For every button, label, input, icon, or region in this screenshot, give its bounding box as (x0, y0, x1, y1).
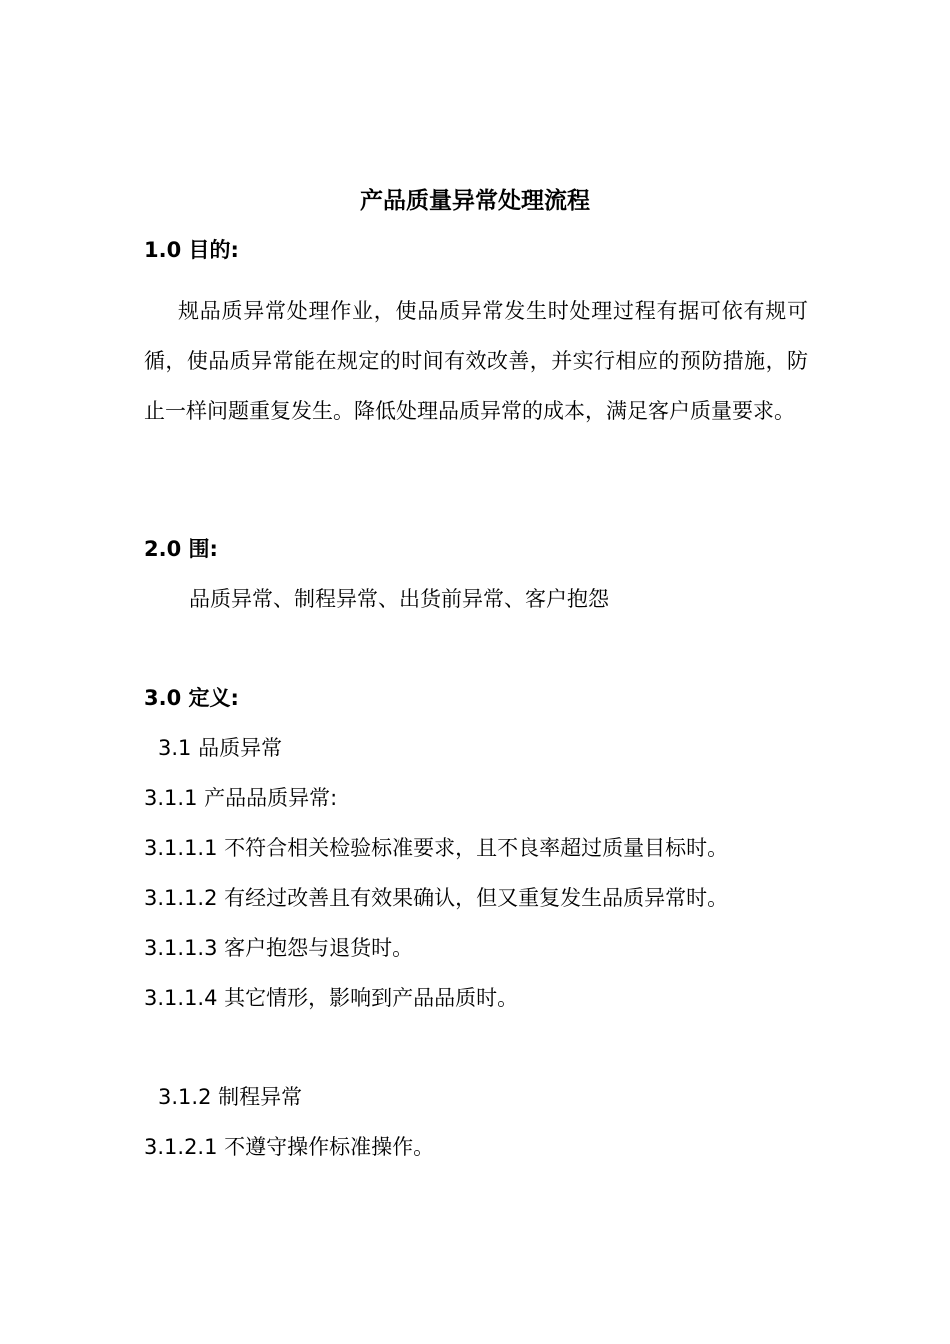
list-item: 3.1.1.2 有经过改善且有效果确认，但又重复发生品质异常时。 (144, 886, 729, 910)
subsection-3-1-2: 3.1.2 制程异常 (158, 1085, 303, 1109)
section-3-heading: 3.0 定义: (144, 686, 239, 710)
list-item: 3.1.1.1 不符合相关检验标准要求，且不良率超过质量目标时。 (144, 836, 729, 860)
section-2-body: 品质异常、制程异常、出货前异常、客户抱怨 (189, 587, 609, 611)
section-2-heading: 2.0 围: (144, 537, 218, 561)
document-title: 产品质量异常处理流程 (360, 188, 590, 214)
list-item: 3.1.2.1 不遵守操作标准操作。 (144, 1135, 435, 1159)
list-item: 3.1.1.4 其它情形，影响到产品品质时。 (144, 986, 519, 1010)
list-item: 3.1.1.3 客户抱怨与退货时。 (144, 936, 414, 960)
subsection-3-1: 3.1 品质异常 (158, 736, 283, 760)
subsection-3-1-1: 3.1.1 产品品质异常: (144, 786, 338, 810)
section-1-body: 规品质异常处理作业，使品质异常发生时处理过程有据可依有规可循，使品质异常能在规定的时间有效改善，并实行相应的预防措施，防止一样问题重复发生。降低处理品质异常的成本，满足客户质量要求。 (144, 299, 808, 423)
section-1-heading: 1.0 目的: (144, 238, 239, 262)
